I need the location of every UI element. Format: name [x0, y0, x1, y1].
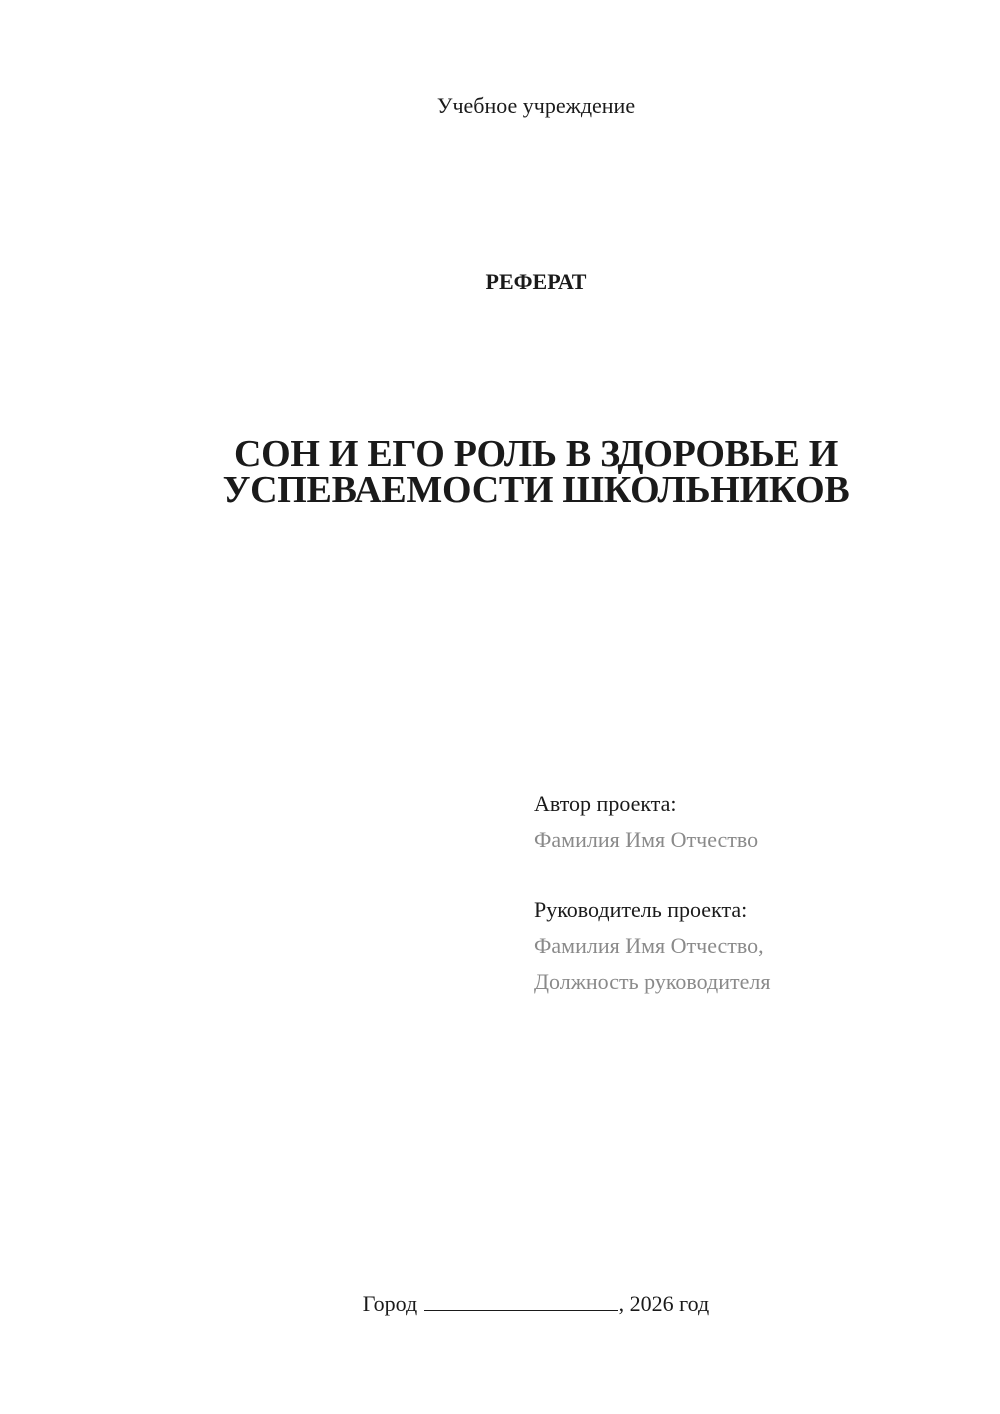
title-line-2: УСПЕВАЕМОСТИ ШКОЛЬНИКОВ — [222, 469, 850, 511]
author-block — [534, 786, 974, 858]
author-name: Фамилия Имя Отчество — [534, 827, 759, 852]
city-year-line — [0, 1290, 1000, 1318]
supervisor-name: Фамилия Имя Отчество, — [534, 933, 764, 958]
document-type: РЕФЕРАТ — [485, 269, 587, 294]
year-text: , 2026 год — [618, 1291, 710, 1316]
document-title — [200, 433, 872, 511]
supervisor-position: Должность руководителя — [534, 969, 771, 994]
author-label: Автор проекта: — [534, 791, 677, 816]
city-blank-field — [424, 1290, 618, 1311]
title-line-1: СОН И ЕГО РОЛЬ В ЗДОРОВЬЕ И — [234, 433, 838, 475]
supervisor-label: Руководитель проекта: — [534, 897, 748, 922]
city-label: Город — [362, 1291, 423, 1316]
supervisor-block — [534, 892, 974, 1000]
institution-name: Учебное учреждение — [436, 93, 636, 118]
